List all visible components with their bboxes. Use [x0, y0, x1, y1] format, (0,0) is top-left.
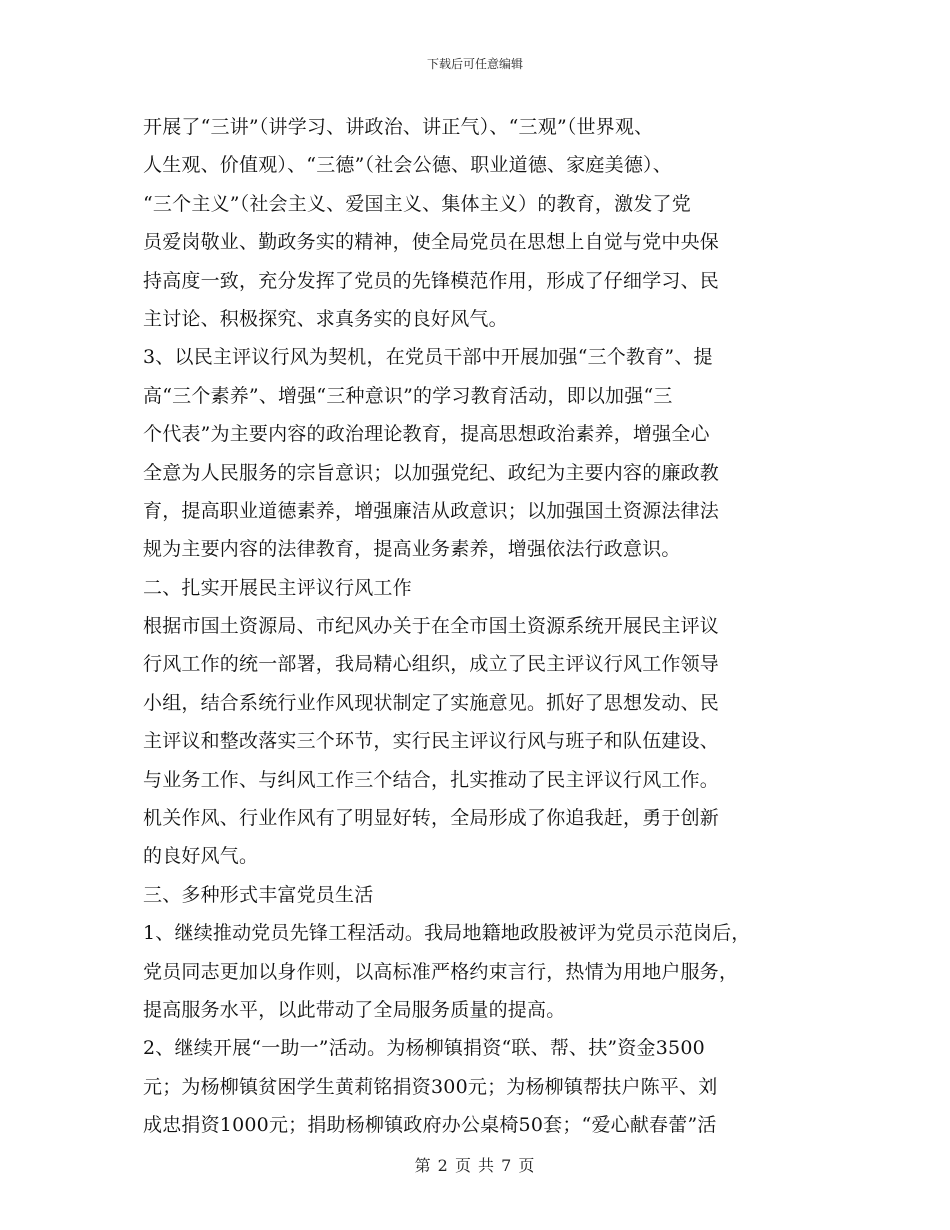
text-line: 规为主要内容的法律教育，提高业务素养，增强依法行政意识。 [143, 538, 681, 561]
text-line: 全意为人民服务的宗旨意识；以加强党纪、政纪为主要内容的廉政教 [143, 461, 720, 484]
text-line: 行风工作的统一部署，我局精心组织，成立了民主评议行风工作领导 [143, 653, 720, 676]
text-line: 2、继续开展“一助一”活动。为杨柳镇捐资“联、帮、扶”资金3500 [143, 1037, 705, 1060]
text-line: 小组，结合系统行业作风现状制定了实施意见。抓好了思想发动、民 [143, 691, 720, 714]
text-line: 开展了“三讲”（讲学习、讲政治、讲正气）、“三观”（世界观、 [143, 116, 654, 138]
document-body [143, 108, 815, 1145]
page-footer: 第 2 页 共 7 页 [414, 1156, 536, 1175]
section-heading: 二、扎实开展民主评议行风工作 [143, 576, 412, 599]
text-line: 人生观、价值观）、“三德”（社会公德、职业道德、家庭美德）、 [143, 154, 672, 177]
text-line: 的良好风气。 [143, 845, 259, 868]
text-line: 员爱岗敬业、勤政务实的精神，使全局党员在思想上自觉与党中央保 [143, 231, 720, 254]
text-line: “三个主义”（社会主义、爱国主义、集体主义）的教育，激发了党 [143, 192, 691, 215]
text-line: 1、继续推动党员先锋工程活动。我局地籍地政股被评为党员示范岗后， [143, 922, 751, 945]
text-line: 高“三个素养”、增强“三种意识”的学习教育活动，即以加强“三 [143, 384, 673, 407]
text-line: 育，提高职业道德素养，增强廉洁从政意识；以加强国土资源法律法 [143, 499, 720, 522]
text-line: 机关作风、行业作风有了明显好转，全局形成了你追我赶，勇于创新 [143, 807, 720, 830]
page-header: 下载后可任意编辑 [426, 57, 523, 71]
text-line: 3、以民主评议行风为契机，在党员干部中开展加强“三个教育”、提 [143, 346, 713, 369]
text-line: 党员同志更加以身作则，以高标准严格约束言行，热情为用地户服务， [143, 960, 739, 983]
text-line: 与业务工作、与纠风工作三个结合，扎实推动了民主评议行风工作。 [143, 768, 720, 791]
text-line: 主讨论、积极探究、求真务实的良好风气。 [143, 307, 508, 330]
text-line: 持高度一致，充分发挥了党员的先锋模范作用，形成了仔细学习、民 [143, 269, 720, 292]
text-line: 个代表”为主要内容的政治理论教育，提高思想政治素养，增强全心 [143, 423, 710, 446]
text-line: 成忠捐资1000元；捐助杨柳镇政府办公桌椅50套；“爱心献春蕾”活 [143, 1114, 717, 1137]
section-heading: 三、多种形式丰富党员生活 [143, 883, 374, 906]
text-line: 根据市国土资源局、市纪风办关于在全市国土资源系统开展民主评议 [143, 615, 720, 638]
text-line: 元；为杨柳镇贫困学生黄莉铭捐资300元；为杨柳镇帮扶户陈平、刘 [143, 1075, 718, 1098]
text-line: 提高服务水平，以此带动了全局服务质量的提高。 [143, 998, 566, 1021]
text-line: 主评议和整改落实三个环节，实行民主评议行风与班子和队伍建设、 [143, 730, 720, 753]
